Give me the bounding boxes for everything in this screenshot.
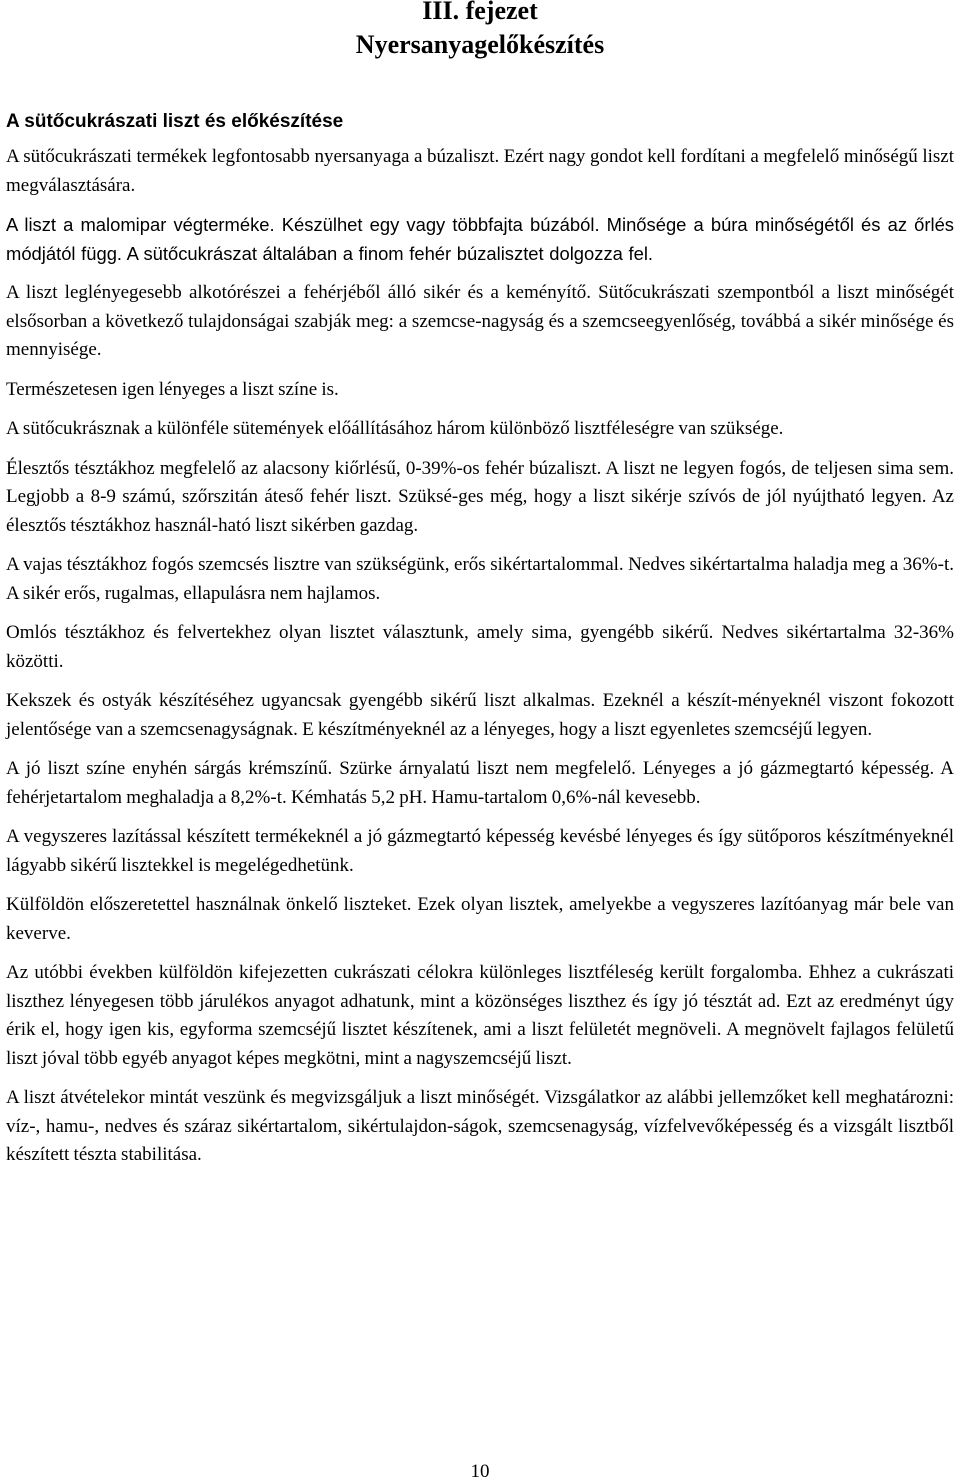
chapter-number: III. fejezet — [422, 0, 538, 25]
chapter-title: Nyersanyagelőkészítés — [355, 30, 605, 59]
section-title: A sütőcukrászati liszt és előkészítése — [6, 111, 344, 132]
paragraph: A vegyszeres lazítással készített termékeknél a jó gázmegtartó képesség kevésbé lényeges és így sütőporos készítményeknél lágyabb sikérű lisztekkel is megelégedhetünk. — [6, 826, 954, 876]
paragraph: A sütőcukrásznak a különféle sütemények előállításához három különböző lisztféleségre van szüksége. — [6, 418, 784, 439]
paragraph: Külföldön előszeretettel használnak önkelő liszteket. Ezek olyan lisztek, amelyekbe a vegyszeres lazítóanyag már bele van keverve. — [6, 894, 954, 944]
paragraph: A sütőcukrászati termékek legfontosabb nyersanyaga a búzaliszt. Ezért nagy gondot kell fordítani a megfelelő minőségű liszt megválasztására. — [6, 146, 954, 196]
paragraph: Kekszek és ostyák készítéséhez ugyancsak gyengébb sikérű liszt alkalmas. Ezeknél a készít-ményeknél viszont fokozott jelentősége van a szemcsenagyságnak. E készítményeknél az a lényeges, hogy a liszt egyenletes szemcséjű legyen. — [6, 690, 954, 740]
document-page — [6, 0, 954, 1181]
page-number: 10 — [470, 1461, 490, 1482]
paragraph: Omlós tésztákhoz és felvertekhez olyan lisztet választunk, amely sima, gyengébb sikérű. Nedves sikértartalma 32-36% közötti. — [6, 622, 954, 672]
paragraph: Élesztős tésztákhoz megfelelő az alacsony kiőrlésű, 0-39%-os fehér búzaliszt. A liszt ne legyen fogós, de teljesen sima sem. Legjobb a 8-9 számú, szőrszitán áteső fehér liszt. Szüksé-ges még, hogy a liszt sikérje szívós de jól nyújtható legyen. Az élesztős tésztákhoz használ-ható liszt sikérben gazdag. — [6, 457, 954, 536]
paragraph: Az utóbbi években külföldön kifejezetten cukrászati célokra különleges lisztféleség került forgalomba. Ehhez a cukrászati liszthez lényegesen több járulékos anyagot adhatunk, mint a közönséges liszthez és így jó tésztát ad. Ezt az eredményt úgy érik el, hogy igen kis, egyforma szemcséjű lisztet készítenek, ami a liszt felületét megnöveli. A megnövelt fajlagos felületű liszt jóval több egyéb anyagot képes megkötni, mint a nagyszemcséjű liszt. — [6, 962, 954, 1069]
paragraph: A liszt leglényegesebb alkotórészei a fehérjéből álló sikér és a keményítő. Sütőcukrászati szempontból a liszt minőségét elsősorban a következő tulajdonságai szabják meg: a szemcse-nagyság és a szemcseegyenlőség, továbbá a sikér minősége és mennyisége. — [6, 282, 954, 360]
paragraph: A jó liszt színe enyhén sárgás krémszínű. Szürke árnyalatú liszt nem megfelelő. Lényeges a jó gázmegtartó képesség. A fehérjetartalom meghaladja a 8,2%-t. Kémhatás 5,2 pH. Hamu-tartalom 0,6%-nál kevesebb. — [6, 758, 954, 808]
paragraph: A vajas tésztákhoz fogós szemcsés lisztre van szükségünk, erős sikértartalommal. Nedves sikértartalma haladja meg a 36%-t. A sikér erős, rugalmas, ellapulásra nem hajlamos. — [6, 554, 954, 604]
paragraph: A liszt a malomipar végterméke. Készülhet egy vagy többfajta búzából. Minősége a búra minőségétől és az őrlés módjától függ. A sütőcukrászat általában a finom fehér búzalisztet dolgozza fel. — [6, 214, 954, 264]
paragraph: A liszt átvételekor mintát veszünk és megvizsgáljuk a liszt minőségét. Vizsgálatkor az alábbi jellemzőket kell meghatározni: víz-, hamu-, nedves és száraz sikértartalom, sikértulajdon-ságok, szemcsenagyság, vízfelvevőképesség és a vizsgált lisztből készített tészta stabilitása. — [6, 1087, 954, 1165]
paragraph: Természetesen igen lényeges a liszt színe is. — [6, 378, 339, 400]
